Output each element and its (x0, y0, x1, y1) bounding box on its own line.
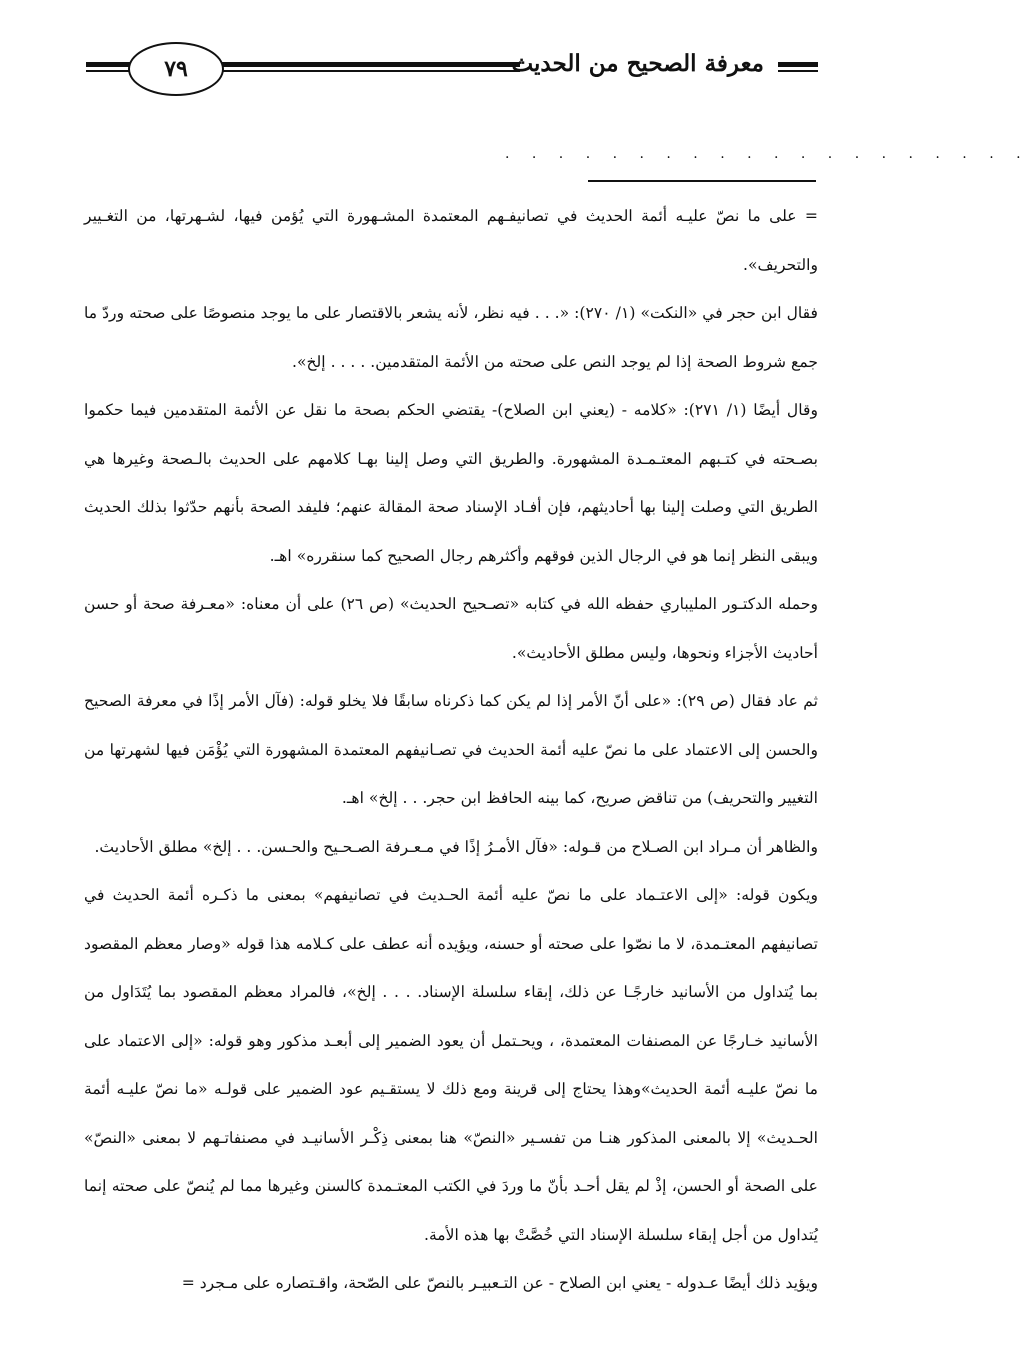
paragraph: والظاهر أن مـراد ابن الصـلاح من قـوله: «فآل الأمـرُ إذًا في مـعـرفة الصـحـيح والحـسن. . . إلخ» مطلق الأحاديث. (94, 837, 818, 856)
paragraph: ويكون قوله: «إلى الاعتـماد على ما نصّ عليه أئمة الحـديث في تصانيفهم» بمعنى ما ذكـره أئمة الحديث في تصانيفهم المعتـمدة، لا ما نصّوا على صحته أو حسنه، ويؤيده أنه عطف على كـلامه هذا قوله «وصار معظم المقصود بما يُتداول من الأسانيد خارجًـا عن ذلك، إبقاء سلسلة الإسناد. . . . إلخ»، فالمراد معظم المقصود بما يُتَدَاول من الأسانيد خـارجًا عن المصنفات المعتمدة، ، ويحـتمل أن يعود الضمير إلى أبعـد مذكور وهو قوله: «إلى الاعتماد على ما نصّ عليـه أئمة الحديث»وهذا يحتاج إلى قرينة ومع ذلك لا يستقـيم عود الضمير على قولـه «ما نصّ عليـه أئمة الحـديث» إلا بالمعنى المذكور هنـا من تفسـير «النصّ» هنا بمعنى ذِكْـر الأسانيـد في مصنفاتـهم لا بمعنى «النصّ» على الصحة أو الحسن، إذْ لم يقل أحـد بأنّ ما وردَ في الكتب المعتـمدة كالسنن وغيرها مما لم يُنصّ على صحته إنما يُتداول من أجل إبقاء سلسلة الإسناد التي خُصَّتْ بها هذه الأمة. (84, 886, 818, 1244)
paragraph: = على ما نصّ عليـه أئمة الحديث في تصانيفـهم المعتمدة المشـهورة التي يُؤمن فيها، لشـهرتها، من التغـيير والتحريف». (84, 207, 818, 274)
page-header (0, 0, 916, 110)
paragraph: وحمله الدكتـور المليباري حفظه الله في كتابه «تصـحيح الحديث» (ص ٢٦) على أن معناه: «معـرفة صحة أو حسن أحاديث الأجزاء ونحوها، وليس مطلق الأحاديث». (84, 595, 818, 662)
header-rule-right-inner (778, 70, 818, 72)
header-rule-middle-outer (218, 62, 520, 67)
paragraph: وقال أيضًا (١/ ٢٧١): «كلامه - (يعني ابن الصلاح)- يقتضي الحكم بصحة ما نقل عن الأئمة المتقدمين فيما حكموا بصـحته في كتـبهم المعتـمـدة المشهورة. والطريق التي وصل إلينا بهـا كلامهم على الحديث بالـصحة وغيرها هي الطريق التي وصلت إلينا بها أحاديثهم، فإن أفـاد الإسناد صحة المقالة عنهم؛ فليفد الصحة بأنهم حدّثوا بذلك الحديث ويبقى النظر إنما هو في الرجال الذين فوقهم وأكثرهم رجال الصحيح كما سنقرره» اهـ. (84, 401, 818, 565)
header-rule-left-outer (86, 62, 130, 67)
footnote-rule (588, 180, 816, 182)
paragraph: فقال ابن حجر في «النكت» (١/ ٢٧٠): «. . . فيه نظر، لأنه يشعر بالاقتصار على ما يوجد منصوصًا على صحته وردّ ما جمع شروط الصحة إذا لم يوجد النص على صحته من الأئمة المتقدمين. . . . . إلخ». (84, 304, 819, 371)
header-rule-right-outer (778, 62, 818, 67)
paragraph: ويؤيد ذلك أيضًا عـدوله - يعني ابن الصلاح - عن التـعبيـر بالنصّ على الصّحة، واقـتصاره على مـجرد = (181, 1274, 818, 1292)
page-number: ٧٩ (128, 42, 224, 96)
header-rule-left-inner (86, 70, 130, 72)
running-title: معرفة الصحيح من الحديث (511, 50, 764, 77)
footnote-body (84, 192, 818, 1308)
header-rule-middle-inner (218, 70, 520, 72)
paragraph: ثم عاد فقال (ص ٢٩): «على أنّ الأمر إذا لم يكن كما ذكرناه سابقًا فلا يخلو قوله: (فآل الأمر إذًا في معرفة الصحيح والحسن إلى الاعتماد على ما نصّ عليه أئمة الحديث في تصـانيفهم المعتمدة المشهورة التي يُؤْمَن فيها لشهرتها من التغيير والتحريف) من تناقض صريح، كما بينه الحافظ ابن حجر. . . إلخ» اهـ. (84, 692, 818, 807)
separator-dots: . . . . . . . . . . . . . . . . . . . . (505, 146, 1030, 162)
